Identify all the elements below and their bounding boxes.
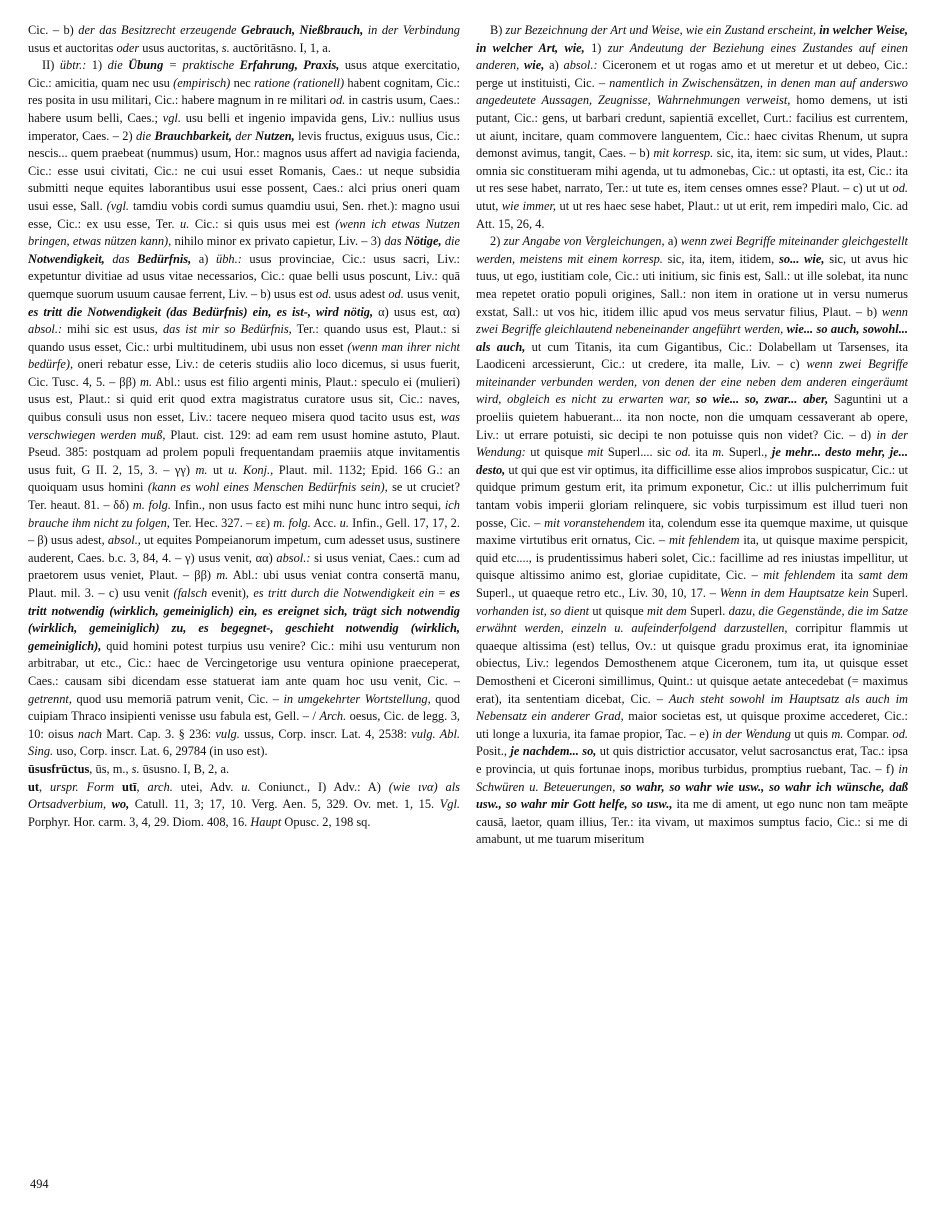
- emphasis-text: mit voranstehendem: [544, 515, 645, 530]
- emphasis-text: der das Besitzrecht erzeugende: [78, 23, 242, 37]
- entry-text: Plaut. mil. 1132; Epid. 166 G.: an quoiquam usus homini: [28, 462, 460, 495]
- emphasis-text: in der Verbindung: [363, 23, 460, 37]
- emphasis-text: mit dem: [647, 603, 687, 618]
- emphasis-text: (vgl.: [106, 198, 129, 213]
- entry-text: ut quisque: [589, 603, 647, 618]
- emphasis-text: u.: [241, 779, 251, 794]
- entry-text: ita, colendum esse ita quemque maxime, ut quisque maxime virtutibus erit ornatus, Cic. –: [476, 515, 908, 548]
- emphasis-text: in welcher Weise, in welcher Art, wie,: [476, 23, 908, 55]
- emphasis-text: od.: [315, 286, 332, 301]
- emphasis-text: Nötige,: [401, 234, 442, 249]
- page-number: 494: [30, 1177, 49, 1191]
- emphasis-text: u.: [339, 515, 349, 530]
- emphasis-text: ich brauche ihm nicht zu folgen,: [28, 498, 460, 530]
- entry-text: ita: [835, 568, 859, 583]
- emphasis-text: od.: [892, 181, 908, 196]
- emphasis-text: Wenn in dem Hauptsatze kein: [719, 586, 869, 600]
- right-column: [476, 22, 908, 1172]
- entry-text: Ter.: quando usus est, Plaut.: si quando usus esset, Cic.: urbi multitudinem, ubi usus non esset: [28, 322, 460, 354]
- entry-text: oneri rebatur esse, Liv.: de ceteris studiis alio loco dicemus, si usus fuerit, Cic. Tusc. 4, 5. – ββ): [28, 357, 460, 389]
- entry-text: ussus, Corp. inscr. Lat. 4, 2538:: [239, 726, 412, 741]
- entry-text: 2): [490, 234, 504, 249]
- entry-text: Superl.,: [724, 445, 772, 460]
- entry-text: II): [42, 58, 60, 73]
- emphasis-text: der: [231, 128, 252, 143]
- emphasis-text: die: [107, 58, 123, 73]
- entry-text: Cic.: si quis usus mei est: [189, 216, 336, 231]
- dictionary-page: [28, 22, 908, 1172]
- entry-text: quod cuipiam Thraco insipienti venisse usu fabula est, Gell. – /: [28, 691, 460, 724]
- emphasis-text: zur Andeutung der Beziehung eines Zustandes auf einen anderen,: [476, 40, 908, 73]
- emphasis-text: es tritt notwendig (wirklich, gemeiniglich) ein, es ereignet sich, trägt sich notwendig (wirklich, gemeiniglich) zu, es begegnet-, geschieht notwendig (wirklich, gemeiniglich),: [28, 586, 460, 653]
- emphasis-text: so wahr, so wahr wie usw., so wahr ich wünsche, daß usw., so wahr mir Gott helfe, so usw.,: [476, 779, 908, 812]
- entry-text: Abl.: usus est filio argenti minis, Plaut.: speculo ei (mulieri) usus est, Plaut.: si quid erit quod extra magistratus curatore usus sit, Cic.: naves, quibus consuli usus non esset, Liv.: tacere nequeo misera quod tacito usus est,: [28, 374, 460, 425]
- emphasis-text: s.: [221, 40, 230, 55]
- entry-text: Acc.: [310, 515, 340, 530]
- emphasis-text: es tritt die Notwendigkeit (das Bedürfnis) ein, es ist-, wird nötig,: [28, 304, 374, 319]
- entry-text: ut cum Titanis, ita cum Gigantibus, Cic.: Dolabellam ut Tarsenses, ita Laodiceni arcessierunt, Cic.: ut credere, ita malle, Liv. – c): [476, 339, 908, 372]
- emphasis-text: zur Angabe von Vergleichungen,: [503, 234, 665, 249]
- emphasis-text: Bedürfnis,: [129, 251, 192, 266]
- entry-text: =: [434, 586, 450, 600]
- emphasis-text: das: [104, 251, 130, 266]
- emphasis-text: Arch.: [319, 709, 347, 724]
- emphasis-text: Erfahrung, Praxis,: [239, 58, 340, 73]
- entry-text: maior societas est, ut quisque proxime accederet, Cic.: uti longe a luxuria, ita famae propior, Tac. – e): [476, 709, 908, 741]
- entry-text: ita me di ament, ut ego nunc non tam meāpte causā, laetor, quam illius, Ter.: ita vivam, ut maximos sumptus facio, Cic.: si me di amabunt, ut me tuarum miseritum: [476, 797, 908, 847]
- entry-text: homo demens, ut isti putant, Cic.: gens, ut barbari credunt, sapientiā excellet, Curt.: facilius est currentem, ut aiunt, incitare, quam commovere languentem, Cic.: haec civitas Rhenum, ut supra demonst avimus, tangit, Caes. – b): [476, 93, 908, 161]
- emphasis-text: Vgl.: [439, 797, 460, 812]
- emphasis-text: Notwendigkeit,: [28, 251, 105, 266]
- emphasis-text: vgl.: [162, 110, 181, 125]
- left-column: [28, 22, 460, 1172]
- entry-text: si usus veniat, Caes.: cum ad praetorem usus veniet, Plaut. – ββ): [28, 550, 460, 583]
- emphasis-text: ratione (rationell): [254, 75, 345, 90]
- emphasis-text: namentlich in Zwischensätzen, in denen man auf anderswo angedeutete Aussagen, Zeugnisse, Wahrnehmungen verweist,: [476, 75, 908, 108]
- emphasis-text: (empirisch): [173, 75, 231, 90]
- emphasis-text: Auch steht sowohl im Hauptsatz als auch im Nebensatz ein anderer Grad,: [476, 691, 908, 724]
- entry-text: B): [490, 23, 506, 37]
- emphasis-text: absol.:: [563, 58, 598, 73]
- emphasis-text: u. Konj.,: [228, 462, 274, 477]
- emphasis-text: = praktische: [163, 58, 240, 73]
- entry-text: ,: [39, 779, 51, 794]
- entry-text: usus venit,: [403, 286, 460, 301]
- entry-text: ut quis: [790, 726, 832, 741]
- entry-text: utut,: [476, 198, 502, 213]
- emphasis-text: (wenn ich etwas Nutzen bringen, etwas nützen kann),: [28, 216, 460, 249]
- entry-text: ut quis districtior accusator, velut sacrosanctus erat, Tac.: ipsa e provincia, ut quis fortunae inops, moribus turbidus, promptius ruebant, Tac. – f): [476, 744, 908, 776]
- emphasis-text: getrennt,: [28, 691, 72, 706]
- emphasis-text: od.: [675, 445, 691, 460]
- entry-text: quid homini potest turpius usu venire? Cic.: mihi usu venturum non arbitrabar, ut etc., Cic.: haec de Vercingetorige usu ventura opinione praeceperat, Caes.: causam sibi dicendam esse statuerat iam ante quam hoc usu venit, Cic. –: [28, 638, 460, 688]
- entry-text: ut equites Pompeianorum impetum, cum adesset usus, sustinere auderent, Caes. b.c. 3, 84, 4. – γ) usus venit, αα): [28, 533, 460, 565]
- dictionary-paragraph: [28, 22, 460, 57]
- dictionary-paragraph: [28, 779, 460, 832]
- entry-text: oesus, Cic. de legg. 3, 10: oisus: [28, 709, 460, 741]
- emphasis-text: m.: [216, 568, 229, 583]
- emphasis-text: das: [384, 234, 402, 249]
- emphasis-text: m.: [195, 462, 208, 477]
- entry-text: sic, ut avus hic tuus, ut ego, iustitiam cole, Cic.: uti initium, sic finis est, Sall.: ut ille solebat, ita nunc mea repetet oratio populi origines, Sall.: non item in oratione ut in versu numerus exstat, Sall.: ut vos hic, itidem illic apud vos meus servatur filius, Plaut. – b): [476, 251, 908, 319]
- emphasis-text: m.: [140, 374, 153, 389]
- emphasis-text: vorhanden ist, so dient: [476, 603, 590, 618]
- emphasis-text: samt dem: [858, 568, 908, 583]
- entry-text: Infin., Gell. 17, 17, 2. – β) usus adest,: [28, 515, 460, 548]
- entry-text: nihilo minor ex privato capietur, Liv. – 3): [171, 234, 385, 249]
- entry-text: ūsusno. I, B, 2, a.: [139, 761, 230, 776]
- emphasis-text: was verschwiegen werden muß,: [28, 410, 460, 442]
- emphasis-text: (wie ινα) als Ortsadverbium,: [28, 779, 460, 812]
- emphasis-text: die: [135, 128, 152, 143]
- emphasis-text: wie,: [519, 58, 545, 73]
- emphasis-text: vulg. Abl. Sing.: [28, 726, 460, 759]
- entry-text: nec: [230, 75, 255, 90]
- dictionary-paragraph: [28, 57, 460, 761]
- emphasis-text: ūsusfrūctus: [28, 761, 90, 776]
- emphasis-text: die: [441, 234, 460, 249]
- emphasis-text: absol.:: [28, 322, 63, 337]
- entry-text: a): [664, 234, 681, 249]
- entry-text: ut ut res haec sese habet, Plaut.: ut ut erit, rem impediri malo, Cic. ad Att. 15, 26, 4.: [476, 198, 908, 231]
- entry-text: Superl., ut quaeque retro etc., Liv. 30, 10, 17. –: [476, 586, 720, 600]
- emphasis-text: od.: [892, 726, 908, 741]
- entry-text: corripitur flammis ut quaeque altissima (est) tellus, Ov.: ut quisque gradu proximus erat, ita ignominiae obiectus, Liv.: legendos Demosthenem atque Ciceronem, tum ita, ut quisque esset Demostheni et Ciceroni simillimus, Quint.: ut quisque aetate antecedebat (= maximus erat), ita sententiam dicebat, Cic. –: [476, 621, 908, 706]
- entry-text: se ut cruciet? Ter. heaut. 81. – δδ): [28, 480, 460, 513]
- entry-text: , ūs, m.,: [89, 761, 132, 776]
- entry-text: ,: [136, 779, 148, 794]
- entry-text: α) usus est, αα): [373, 304, 460, 319]
- emphasis-text: vulg.: [215, 726, 240, 741]
- emphasis-text: so wie... so, zwar... aber,: [690, 392, 829, 407]
- emphasis-text: u.: [180, 216, 190, 231]
- emphasis-text: m.: [831, 726, 844, 741]
- emphasis-text: od.: [329, 93, 346, 108]
- entry-text: Compar.: [843, 726, 893, 741]
- emphasis-text: Brauchbarkeit,: [151, 128, 232, 143]
- entry-text: tamdiu vobis cordi sumus quamdiu usui, Sen. rhet.): magno usui esse, Cic.: ex usu esse, Ter.: [28, 198, 460, 231]
- emphasis-text: in der Wendung:: [476, 427, 908, 460]
- emphasis-text: mit: [587, 445, 604, 460]
- entry-text: Superl.... sic: [603, 445, 676, 460]
- emphasis-text: in Schwüren u. Beteuerungen,: [476, 761, 908, 794]
- entry-text: sic, ita, item: sic sum, ut vides, Plaut.: omnia sic constitueram mihi agenda, ut tu admonebas, Cic.: ut optasti, ita est, Cic.: ita ut res sese habet, narrato, Ter.: ut tute es, item censes omnes esse? Plaut. – c) ut ut: [476, 146, 908, 196]
- emphasis-text: je nachdem... so,: [510, 744, 597, 759]
- emphasis-text: mit korresp.: [653, 146, 714, 161]
- entry-text: 1): [584, 40, 608, 55]
- entry-text: usus atque exercitatio, Cic.: amicitia, quam nec usu: [28, 58, 460, 90]
- entry-text: a): [544, 58, 564, 73]
- emphasis-text: wo,: [106, 797, 130, 812]
- emphasis-text: Übung: [122, 58, 164, 73]
- entry-text: usus provinciae, Cic.: usus sacri, Liv.: expetuntur divitiae ad usus vitae necessarios, Cic.: quae belli usus poscunt, Liv.: quā quemque suorum usuum causae ferrent, Liv. – b) usus est: [28, 251, 460, 301]
- emphasis-text: m.: [712, 445, 725, 460]
- entry-text: ita, ut quisque maxime perspicit, quid etc...., is prudentissimus haberi solet, Cic.: facillime ad res iniustas impellitur, ut quisque altissimo animo est, gloriae cupiditate, Cic. –: [476, 533, 908, 583]
- entry-text: Ter. Hec. 327. – εε): [169, 515, 274, 530]
- emphasis-text: zur Bezeichnung der Art und Weise, wie ein Zustand erscheint,: [505, 23, 817, 37]
- emphasis-text: arch.: [147, 779, 173, 794]
- emphasis-text: so... wie,: [779, 251, 825, 266]
- dictionary-paragraph: [476, 22, 908, 233]
- entry-text: Ciceronem et ut rogas amo et ut meretur et ut debeo, Cic.: perge ut instituisti, Cic. –: [476, 58, 908, 90]
- emphasis-text: s.: [131, 761, 140, 776]
- entry-text: usus et auctoritas: [28, 40, 117, 55]
- emphasis-text: Nutzen,: [251, 128, 295, 143]
- emphasis-text: oder: [116, 40, 140, 55]
- emphasis-text: mit fehlendem: [763, 568, 836, 583]
- emphasis-text: nach: [77, 726, 102, 741]
- emphasis-text: m. folg.: [132, 498, 171, 513]
- entry-text: ita: [690, 445, 713, 460]
- emphasis-text: wenn zwei Begriffe miteinander gleichgestellt werden, meistens mit einem korresp.: [476, 234, 908, 266]
- entry-text: ut: [207, 462, 229, 477]
- emphasis-text: dazu, die Gegenstände, die im Satze erwähnt werden, einzeln u. aufeinderfolgend darzustellen,: [476, 603, 908, 636]
- emphasis-text: od.: [388, 286, 404, 301]
- emphasis-text: wie immer,: [501, 198, 557, 213]
- entry-text: levis fructus, exiguus usus, Cic.: nescis... quem praebeat (nummus) usum, Hor.: magnos usus affert ad navigia facienda, Cic.: esse usui civitati, Cic.: ne cui usui esset Romanis, Caes.: ut neque subsidia submitti neque equites laborantibus usui esse possent, Caes.: alci prius oneri quam usui esse, Sall.: [28, 128, 460, 213]
- emphasis-text: das ist mir so Bedürfnis,: [162, 322, 292, 337]
- dictionary-paragraph: [476, 233, 908, 849]
- emphasis-text: wie... so auch, sowohl... als auch,: [476, 322, 908, 354]
- entry-text: Infin., non usus facto est mihi nunc hunc intro sequi,: [170, 498, 445, 513]
- entry-text: utei, Adv.: [172, 779, 242, 794]
- emphasis-text: übh.:: [216, 251, 242, 266]
- entry-text: Abl.: ubi usus veniat contra consertā manu, Plaut. mil. 3. – c) usu venit: [28, 568, 460, 600]
- entry-text: Saguntini ut a proeliis quietem habuerant... ita non nocte, non die umquam cessaverant ab opere, Liv.: ut errare potuisti, sic decipi te non potuisse quis non videt? Cic. – d): [476, 392, 908, 442]
- entry-text: Catull. 11, 3; 17, 10. Verg. Aen. 5, 329. Ov. met. 1, 15.: [129, 797, 440, 812]
- entry-text: ut quisque: [525, 445, 588, 460]
- emphasis-text: (wenn man ihrer nicht bedürfe),: [28, 339, 460, 372]
- emphasis-text: es tritt durch die Notwendigkeit ein: [253, 586, 435, 600]
- entry-text: a): [191, 251, 217, 266]
- entry-text: usus adest: [331, 286, 389, 301]
- entry-text: Superl.: [686, 603, 729, 618]
- emphasis-text: ut: [28, 779, 40, 794]
- emphasis-text: m. folg.: [273, 515, 311, 530]
- entry-text: Coniunct., I) Adv.: A): [250, 779, 389, 794]
- dictionary-paragraph: [28, 761, 460, 779]
- emphasis-text: (falsch: [173, 586, 208, 600]
- emphasis-text: mit fehlendem: [668, 533, 740, 548]
- entry-text: Mart. Cap. 3. § 236:: [101, 726, 216, 741]
- emphasis-text: absol.:: [276, 550, 311, 565]
- emphasis-text: in der Wendung: [712, 726, 791, 741]
- entry-text: uso, Corp. inscr. Lat. 6, 29784 (in uso est).: [53, 744, 268, 759]
- entry-text: usus auctoritas,: [139, 40, 222, 55]
- entry-text: Porphyr. Hor. carm. 3, 4, 29. Diom. 408, 16.: [28, 814, 251, 829]
- entry-text: Opusc. 2, 198 sq.: [281, 814, 371, 829]
- entry-text: Posit.,: [476, 744, 511, 759]
- entry-text: usu belli et ingenio impavida gens, Liv.: nullius usus imperator, Caes. – 2): [28, 110, 460, 143]
- entry-text: 1): [86, 58, 108, 73]
- entry-text: Superl.: [868, 586, 908, 600]
- emphasis-text: Haupt: [250, 814, 282, 829]
- entry-text: habent cognitam, Cic.: res posita in usu militari, Cic.: habere magnum in re militari: [28, 75, 460, 108]
- emphasis-text: übtr.:: [59, 58, 87, 73]
- emphasis-text: wenn zwei Begriffe gleichlautend nebeneinander angeführt werden,: [476, 304, 908, 337]
- entry-text: sic, ita, item, itidem,: [662, 251, 780, 266]
- entry-text: Cic. – b): [28, 23, 79, 37]
- emphasis-text: wenn zwei Begriffe miteinander verbunden werden, von denen der eine neben dem anderen eingeräumt wird, obgleich es nicht zu erwarten war,: [476, 357, 908, 407]
- entry-text: mihi sic est usus,: [62, 322, 163, 337]
- emphasis-text: (kann es wohl eines Menschen Bedürfnis sein),: [147, 480, 388, 495]
- entry-text: evenit),: [207, 586, 254, 600]
- emphasis-text: je mehr... desto mehr, je... desto,: [476, 445, 908, 477]
- entry-text: Plaut. cist. 129: ad eam rem usust homine astuto, Plaut. Pseud. 385: postquam ad prolem populi frequentandam praemiis atque invitamentis usus fuit, G II. 2, 15, 3. – γγ): [28, 427, 460, 477]
- emphasis-text: urspr. Form: [50, 779, 115, 794]
- emphasis-text: utī: [114, 779, 137, 794]
- entry-text: ut qui que est vir optimus, ita difficillime esse alios improbos suspicatur, Cic.: ut quidque primum gestum erit, ita primum exponetur, Cic.: ut illis pulcherrimum fuit tantam vobis imperii gloriam relinquere, sic vobis turpissimum est illud tueri non posse, Cic. –: [476, 462, 908, 530]
- emphasis-text: absol.,: [107, 533, 141, 548]
- entry-text: auctōritāsno. I, 1, a.: [229, 40, 331, 55]
- entry-text: in castris usum, Caes.: habere usum belli, Caes.;: [28, 93, 460, 125]
- emphasis-text: in umgekehrter Wortstellung,: [283, 691, 431, 706]
- entry-text: quod usu memoriā patrum venit, Cic. –: [71, 691, 284, 706]
- emphasis-text: Gebrauch, Nießbrauch,: [241, 23, 364, 37]
